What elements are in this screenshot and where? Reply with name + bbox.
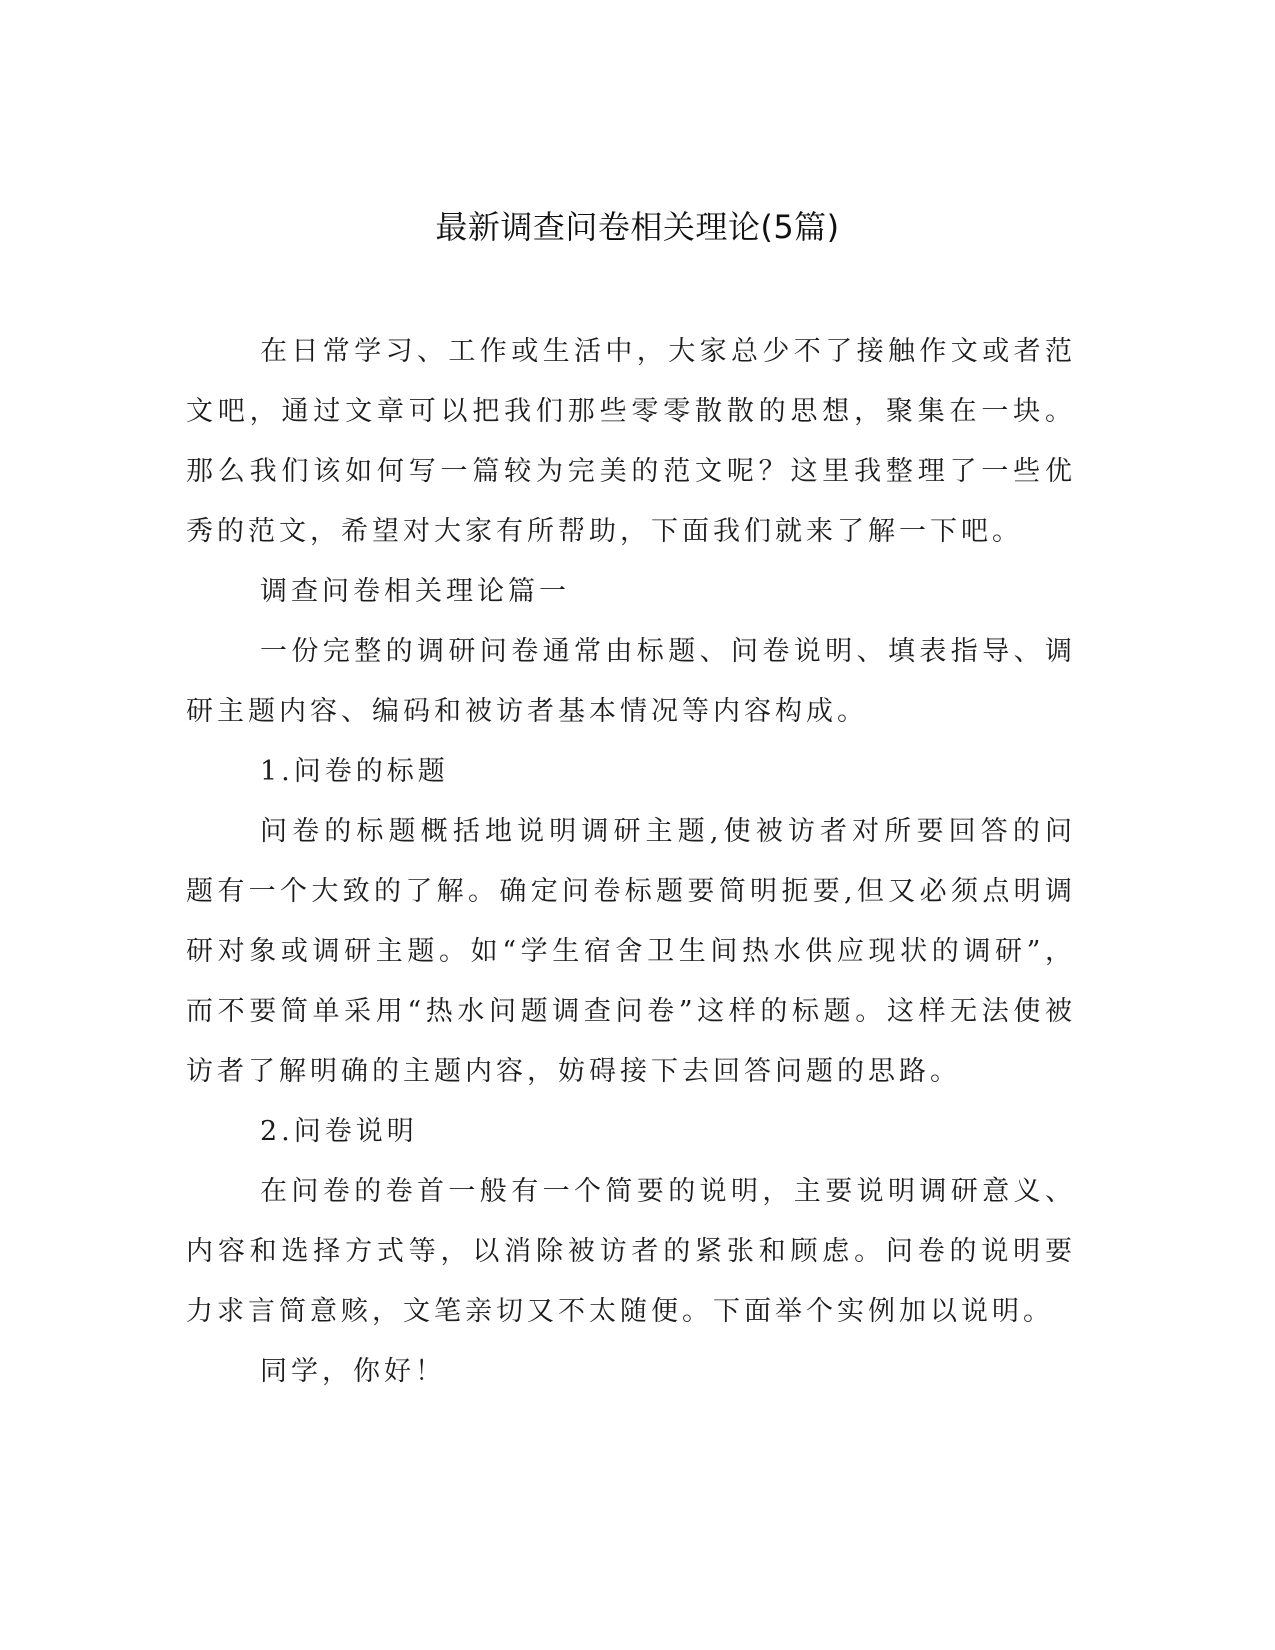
intro-paragraph: 在日常学习、工作或生活中，大家总少不了接触作文或者范文吧，通过文章可以把我们那些零零散散的思想，聚集在一块。那么我们该如何写一篇较为完美的范文呢？这里我整理了一些优秀的范文，希望对大家有所帮助，下面我们就来了解一下吧。 bbox=[186, 336, 1076, 547]
subsection-heading: 2.问卷说明 bbox=[260, 1116, 418, 1147]
subsection-heading: 1.问卷的标题 bbox=[260, 756, 449, 787]
body-paragraph: 一份完整的调研问卷通常由标题、问卷说明、填表指导、调研主题内容、编码和被访者基本情况等内容构成。 bbox=[186, 636, 1076, 727]
document-body bbox=[186, 322, 1076, 1402]
greeting-line: 同学，你好！ bbox=[260, 1356, 446, 1387]
body-paragraph: 问卷的标题概括地说明调研主题,使被访者对所要回答的问题有一个大致的了解。确定问卷标题要简明扼要,但又必须点明调研对象或调研主题。如“学生宿舍卫生间热水供应现状的调研”，而不要简单采用“热水问题调查问卷”这样的标题。这样无法使被访者了解明确的主题内容，妨碍接下去回答问题的思路。 bbox=[186, 816, 1076, 1087]
section-heading: 调查问卷相关理论篇一 bbox=[260, 576, 570, 607]
document-title: 最新调查问卷相关理论(5篇) bbox=[435, 208, 840, 246]
body-paragraph: 在问卷的卷首一般有一个简要的说明，主要说明调研意义、内容和选择方式等，以消除被访者的紧张和顾虑。问卷的说明要力求言简意赅，文笔亲切又不太随便。下面举个实例加以说明。 bbox=[186, 1176, 1076, 1327]
